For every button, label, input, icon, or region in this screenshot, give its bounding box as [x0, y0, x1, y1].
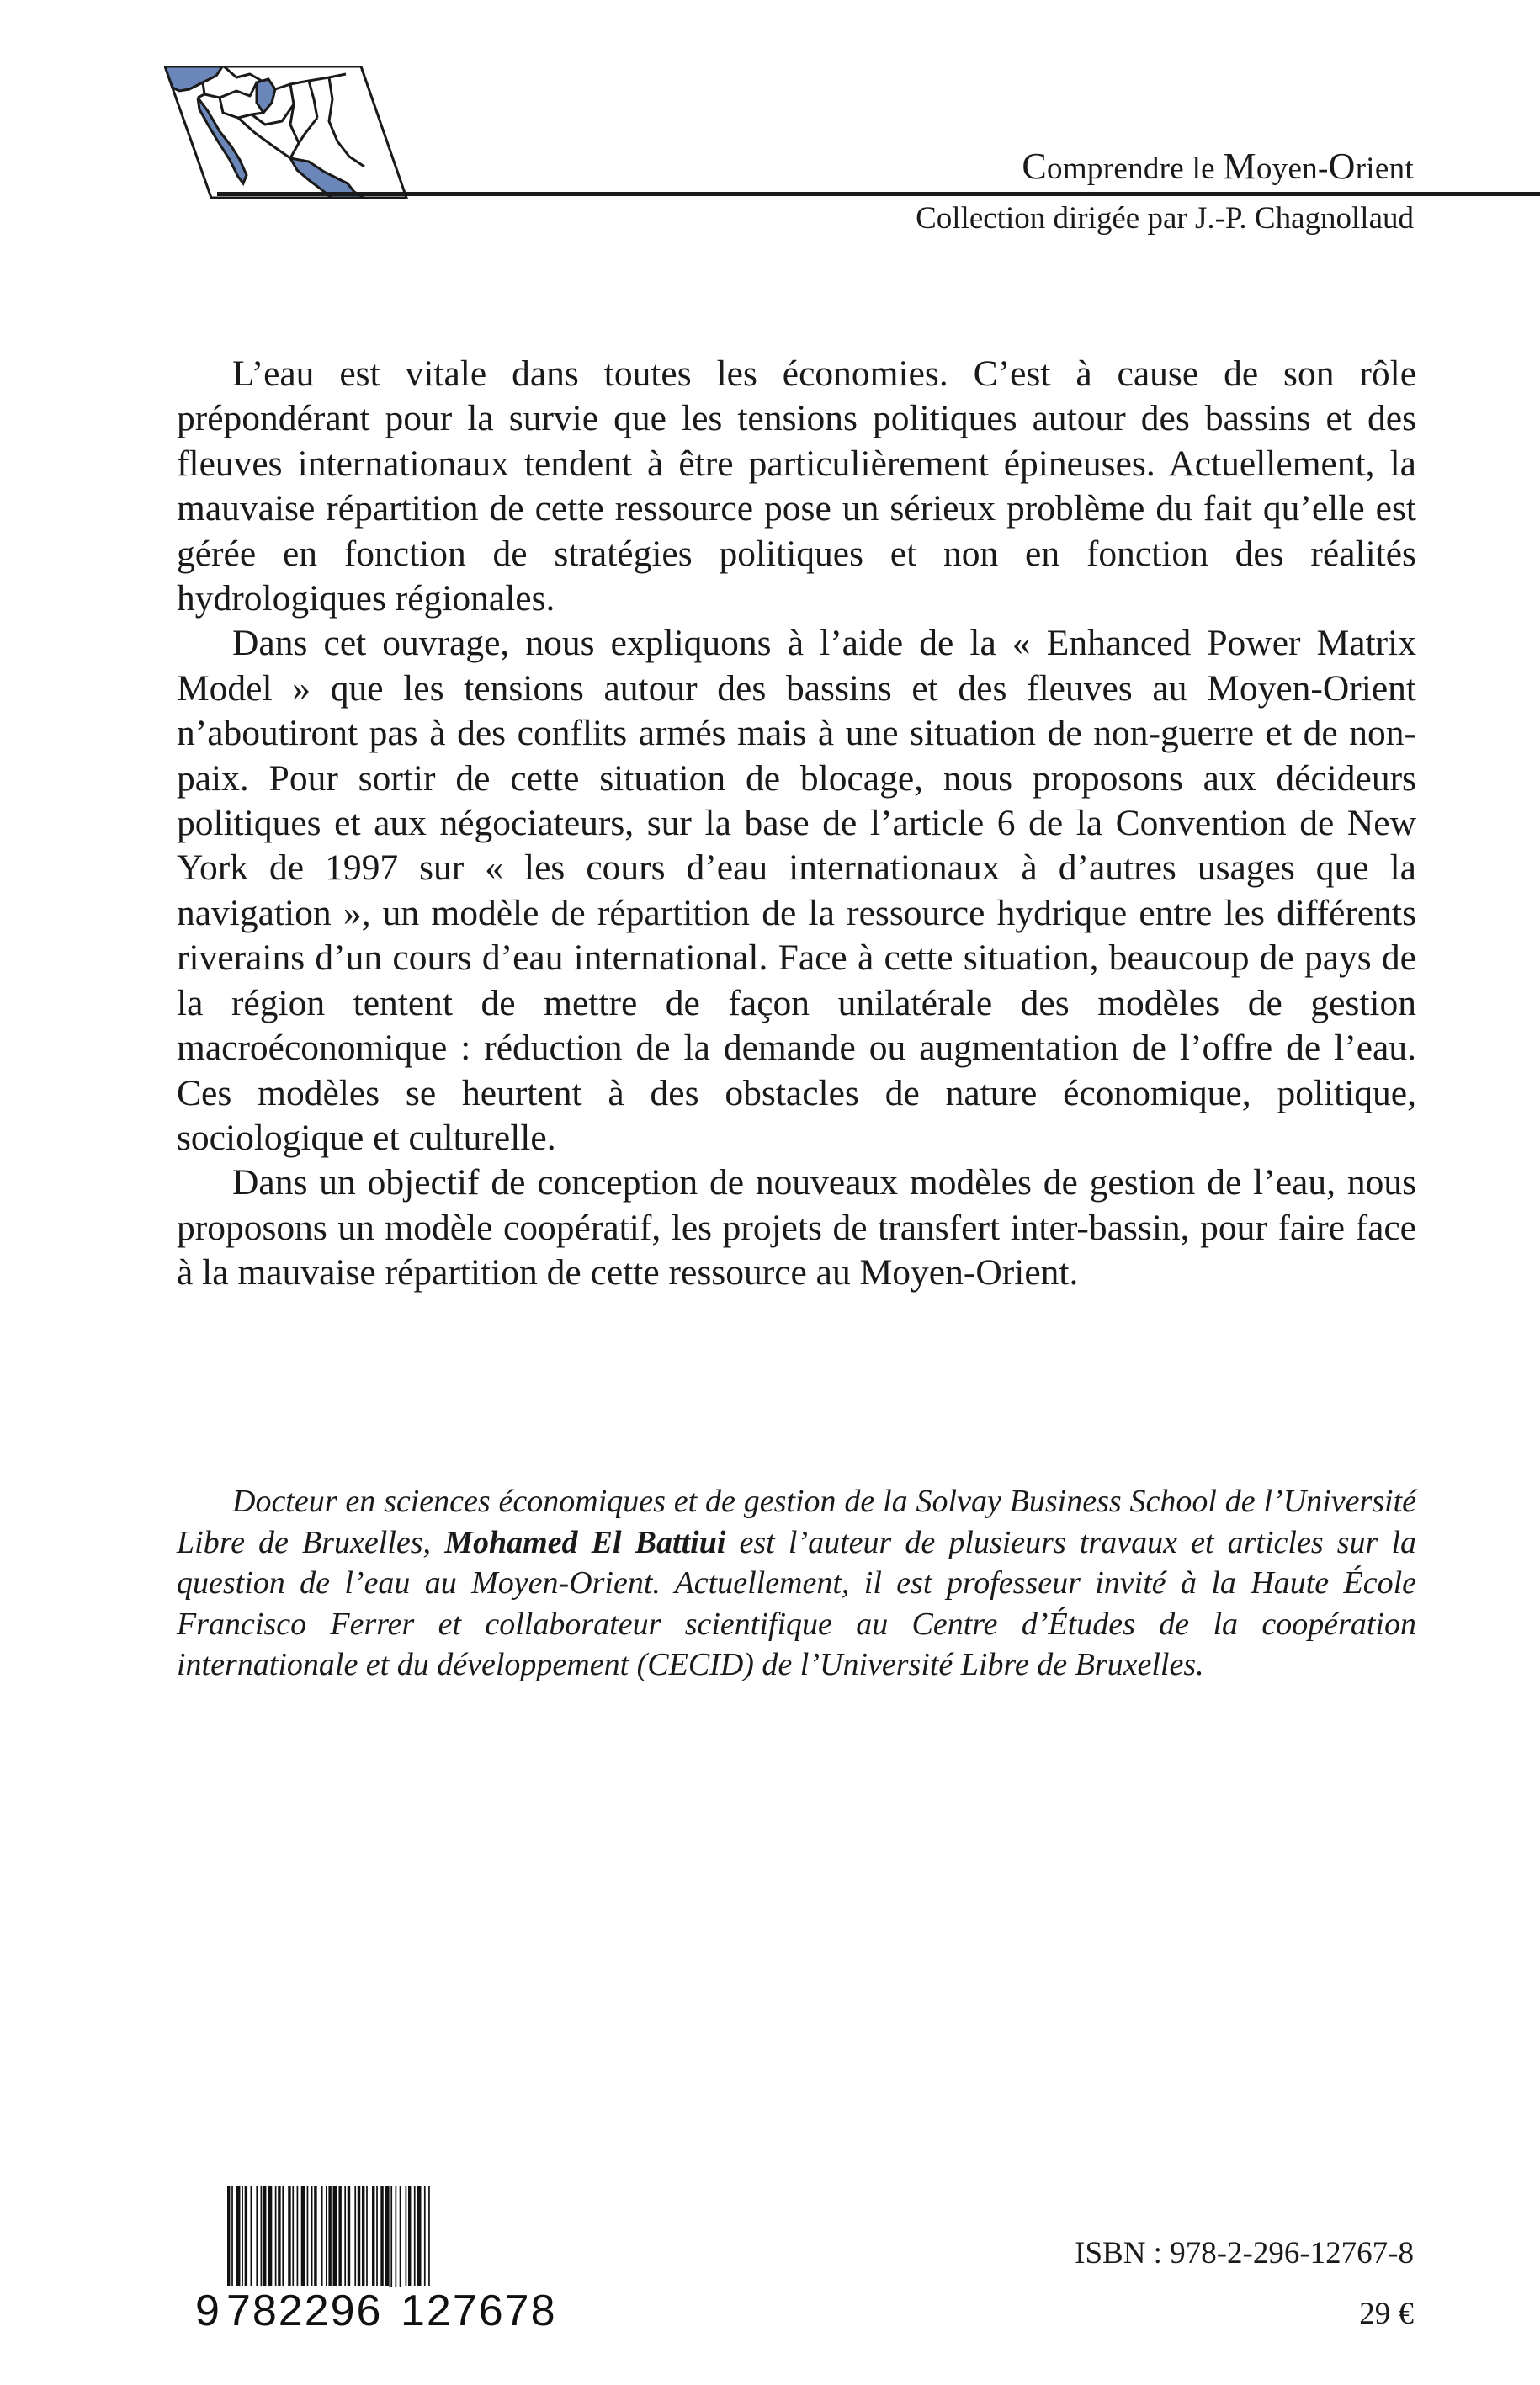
header-rule [217, 192, 1540, 196]
blurb-paragraph: Dans cet ouvrage, nous expliquons à l’aide de la « Enhanced Power Matrix Model » que les tensions autour des bassins et des fleuves au Moyen-Orient n’aboutiront pas à des conflits armés mais à une situation de non-guerre et de non-paix. Pour sortir de cette situation de blocage, nous proposons aux décideurs politiques et aux négociateurs, sur la base de l’article 6 de la Convention de New York de 1997 sur « les cours d’eau internationaux à d’autres usages que la navigation », un modèle de répartition de la ressource hydrique entre les différents riverains d’un cours d’eau international. Face à cette situation, beaucoup de pays de la région tentent de mettre de façon unilatérale des modèles de gestion macroéconomique : réduction de la demande ou augmentation de l’offre de l’eau. Ces modèles se heurtent à des obstacles de nature économique, politique, sociologique et culturelle. [177, 623, 1416, 1158]
middle-east-map-icon [164, 66, 408, 200]
barcode-group-1: 782296 [226, 2286, 389, 2336]
blurb-paragraph: Dans un objectif de conception de nouveaux modèles de gestion de l’eau, nous proposons un modèle coopératif, les projets de transfert inter-bassin, pour faire face à la mauvaise répartition de cette ressource au Moyen-Orient. [177, 1162, 1416, 1293]
isbn-number: ISBN : 978-2-296-12767-8 [1075, 2236, 1414, 2271]
barcode-group-2: 127678 [401, 2287, 557, 2335]
blurb-paragraph: L’eau est vitale dans toutes les économies. C’est à cause de son rôle prépondérant pour la survie que les tensions politiques autour des bassins et des fleuves internationaux tendent à être particulièrement épineuses. Actuellement, la mauvaise répartition de cette ressource pose un sérieux problème du fait qu’elle est gérée en fonction de stratégies politiques et non en fonction des réalités hydrologiques régionales. [177, 353, 1416, 619]
series-title: Comprendre le Moyen-Orient [1022, 146, 1414, 187]
price: 29 € [1359, 2297, 1414, 2331]
blurb-text [177, 352, 1416, 1296]
author-name: Mohamed El Battiui [444, 1524, 726, 1560]
collection-editor: Collection dirigée par J.-P. Chagnollaud [916, 201, 1414, 236]
barcode-lead-digit: 9 [195, 2287, 220, 2335]
barcode-digits [195, 2286, 557, 2336]
author-bio: Docteur en sciences économiques et de gestion de la Solvay Business School de l’Université Libre de Bruxelles, Mohamed El Battiui est l’auteur de plusieurs travaux et articles sur la question de l’eau au Moyen-Orient. Actuellement, il est professeur invité à la Haute École Francisco Ferrer et collaborateur scientifique au Centre d’Études de la coopération internationale et du développement (CECID) de l’Université Libre de Bruxelles. [177, 1484, 1416, 1682]
